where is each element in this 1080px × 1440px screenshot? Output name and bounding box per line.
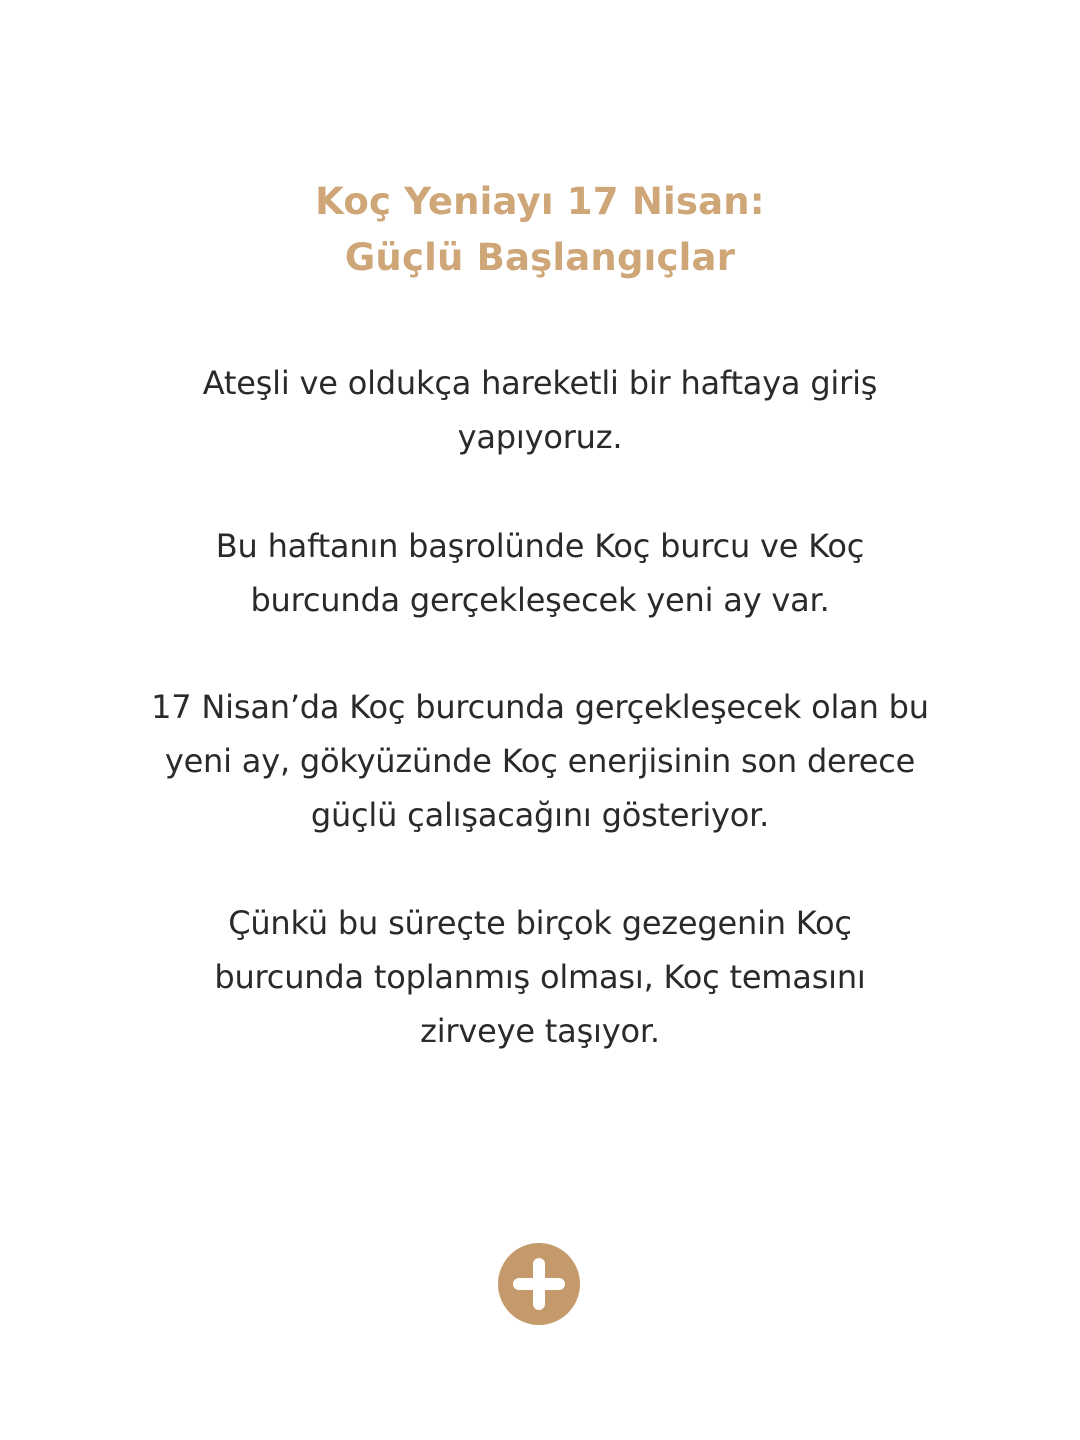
plus-icon (498, 1243, 580, 1325)
paragraph-new-moon (60, 680, 1020, 842)
page-title (0, 174, 1080, 286)
paragraph-planets (60, 896, 1020, 1058)
paragraph-line: burcunda toplanmış olması, Koç temasını (214, 958, 866, 996)
paragraph-line: zirveye taşıyor. (420, 1012, 660, 1050)
paragraph-line: güçlü çalışacağını gösteriyor. (310, 796, 770, 834)
paragraph-line: Ateşli ve oldukça hareketli bir haftaya giriş (202, 364, 878, 402)
plus-button[interactable] (498, 1243, 580, 1325)
paragraph-line: yapıyoruz. (457, 418, 623, 456)
paragraph-line: yeni ay, gökyüzünde Koç enerjisinin son derece (164, 742, 916, 780)
paragraph-line: burcunda gerçekleşecek yeni ay var. (250, 581, 830, 619)
plus-icon-horizontal-bar (513, 1278, 565, 1290)
title-line-2: Güçlü Başlangıçlar (344, 236, 736, 279)
paragraph-intro (60, 356, 1020, 464)
title-line-1: Koç Yeniayı 17 Nisan: (315, 180, 765, 223)
paragraph-week-focus (60, 519, 1020, 627)
paragraph-line: Bu haftanın başrolünde Koç burcu ve Koç (215, 527, 865, 565)
paragraph-line: 17 Nisan’da Koç burcunda gerçekleşecek olan bu (151, 688, 929, 726)
paragraph-line: Çünkü bu süreçte birçok gezegenin Koç (228, 904, 852, 942)
